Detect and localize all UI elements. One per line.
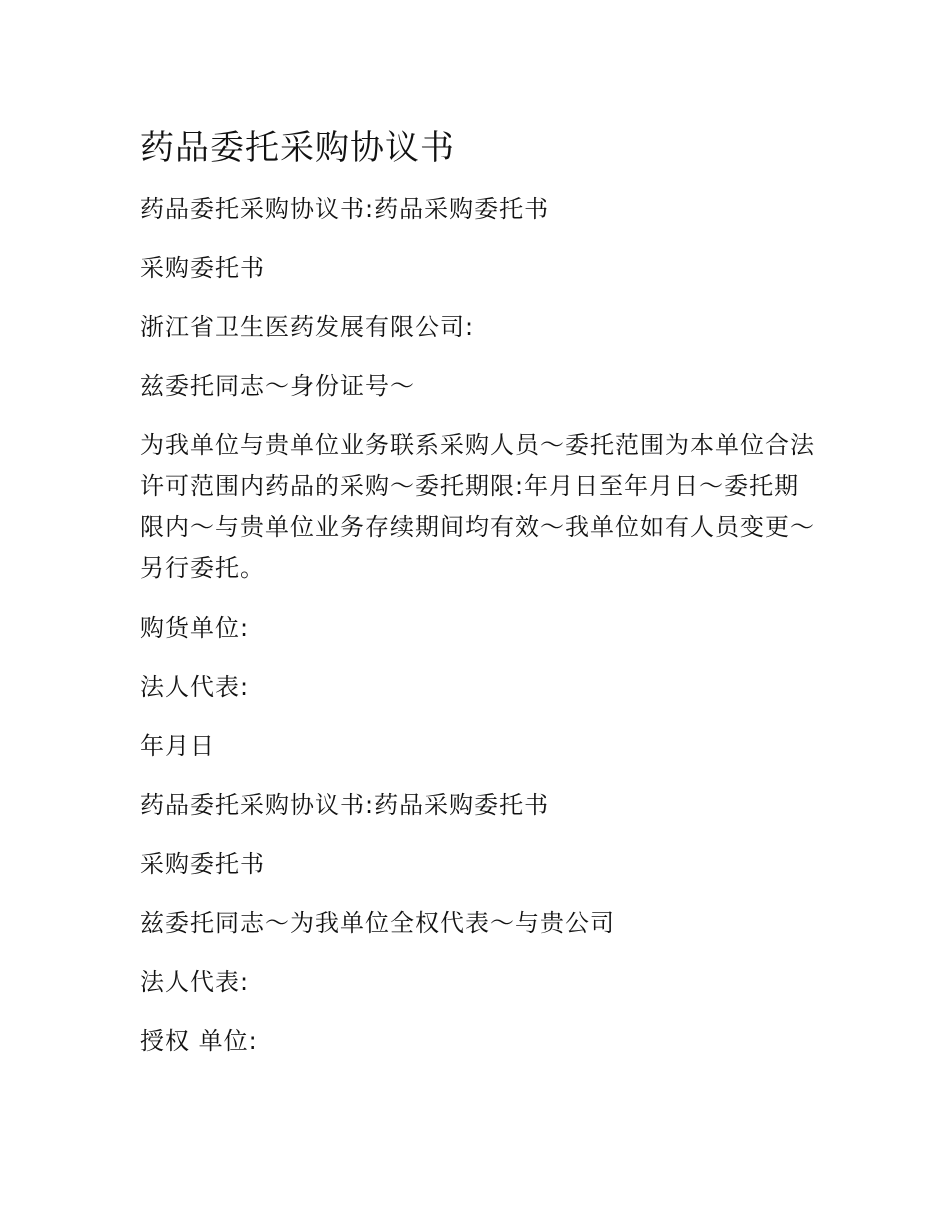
paragraph-delegate: 兹委托同志～身份证号～ (140, 372, 415, 400)
paragraph-legal-rep-2: 法人代表: (140, 968, 250, 996)
paragraph-heading: 采购委托书 (140, 254, 265, 282)
document-page (140, 124, 820, 1080)
paragraph-heading-2: 采购委托书 (140, 850, 265, 878)
paragraph-legal-rep: 法人代表: (140, 673, 250, 701)
paragraph-subtitle-2: 药品委托采购协议书:药品采购委托书 (140, 791, 550, 819)
paragraph-subtitle: 药品委托采购协议书:药品采购委托书 (140, 195, 550, 223)
paragraph-addressee: 浙江省卫生医药发展有限公司: (140, 313, 475, 341)
paragraph-authorizing-unit: 授权 单位: (140, 1027, 258, 1055)
paragraph-date: 年月日 (140, 732, 215, 760)
document-title: 药品委托采购协议书 (140, 128, 455, 168)
paragraph-buyer: 购货单位: (140, 614, 250, 642)
paragraph-delegate-2: 兹委托同志～为我单位全权代表～与贵公司 (140, 909, 615, 937)
paragraph-scope: 为我单位与贵单位业务联系采购人员～委托范围为本单位合法许可范围内药品的采购～委托期限:年月日至年月日～委托期限内～与贵单位业务存续期间均有效～我单位如有人员变更～另行委托。 (140, 431, 815, 582)
